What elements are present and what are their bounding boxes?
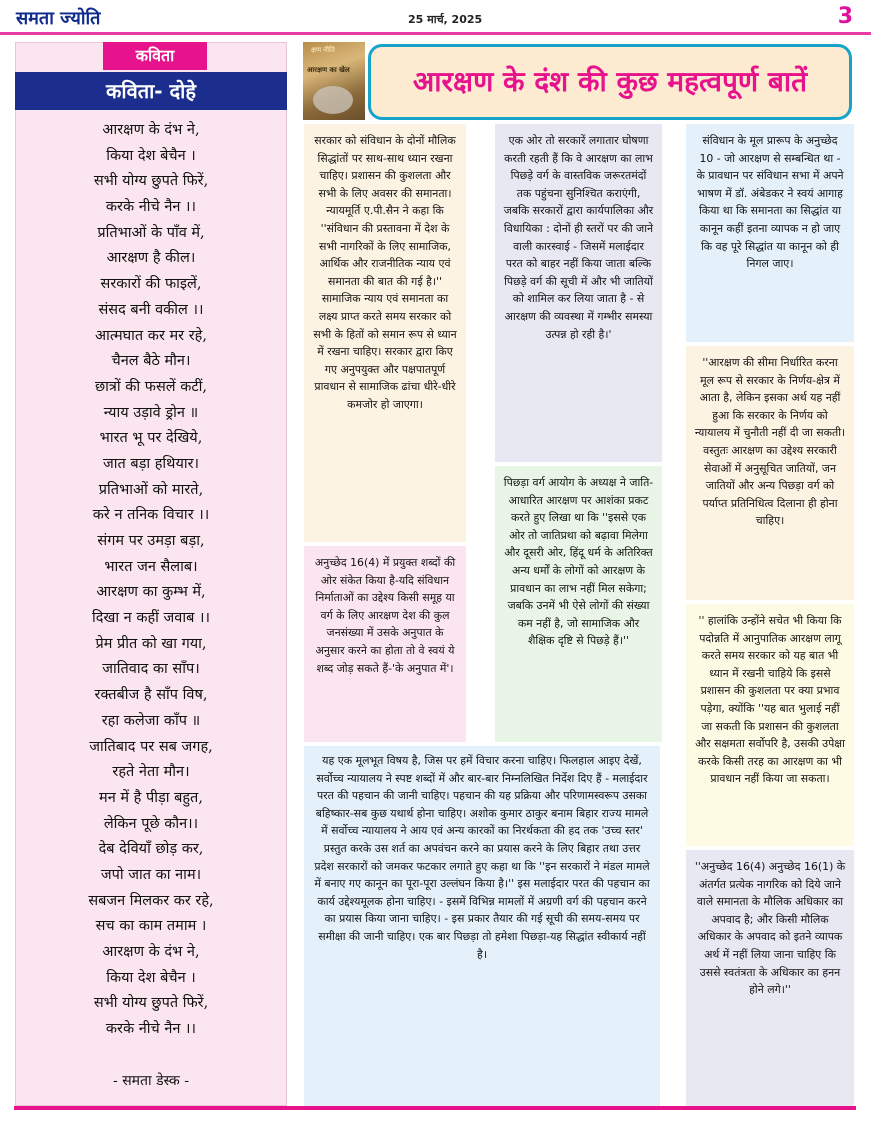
poem-line: भारत भू पर देखिये, bbox=[99, 430, 203, 447]
poem-line: जातिवाद का साँप। bbox=[102, 661, 200, 678]
poem-line: लेकिन पूछे कौन।। bbox=[103, 815, 199, 832]
poem-line: सभी योग्य छुपते फिरें, bbox=[93, 995, 209, 1012]
poem-line: आरक्षण के दंभ ने, bbox=[102, 944, 200, 960]
poem-line: आरक्षण के दंभ ने, bbox=[102, 122, 200, 138]
poem-line: किया देश बेचैन । bbox=[106, 147, 196, 164]
thumbnail-image bbox=[313, 86, 353, 114]
poem-line: सबजन मिलकर कर रहे, bbox=[88, 892, 214, 909]
poem-line: प्रतिभाओं को मारते, bbox=[98, 481, 204, 498]
poem-line: आरक्षण का कुम्भ में, bbox=[96, 584, 206, 601]
text-box-reservation-limit: ''आरक्षण की सीमा निर्धारित करना मूल रूप से सरकार के निर्णय-क्षेत्र में आता है, लेकिन इसका अर्थ यह नहीं हुआ कि सरकार के निर्णय को न्यायालय में चुनौती नहीं दी जा सकती। वस्तुतः आरक्षण का उद्देश्य सरकारी सेवाओं में अनुसूचित जातियों, जन जातियों और अन्य पिछड़ा वर्ग को पर्याप्त प्रतिनिधित्व दिलाना ही होना चाहिए। bbox=[686, 346, 854, 600]
poem-line: करके नीचे नैन ।। bbox=[105, 199, 197, 216]
poem-line: प्रतिभाओं के पाँव में, bbox=[97, 224, 205, 241]
article-thumbnail bbox=[303, 42, 365, 120]
poem-line: छात्रों की फसलें कटीं, bbox=[94, 378, 208, 395]
text-box-government-claims: एक ओर तो सरकारें लगातार घोषणा करती रहती हैं कि वे आरक्षण का लाभ पिछड़े वर्ग के वास्तविक जरूरतमंदों तक पहुंचना सुनिश्चित कराएंगी, जबकि सरकारों द्वारा कार्यपालिका और विधायिका : दोनों ही स्तरों पर की जाने वाली कारस्वाई - जिसमें मलाईदार परत को बाहर नहीं किया जाता बल्कि पिछड़े वर्ग की सूची में और भी जातियों को शामिल कर लिया जाता है - से आरक्षण की व्यवस्था में गम्भीर समस्या उत्पन्न हो रही है।' bbox=[495, 124, 662, 462]
poem-line: मन में है पीड़ा बहुत, bbox=[99, 789, 203, 806]
poem-line: आत्मघात कर मर रहे, bbox=[95, 327, 207, 344]
poem-line: भारत जन सैलाब। bbox=[104, 558, 198, 575]
text-box-backward-class-commission: पिछड़ा वर्ग आयोग के अध्यक्ष ने जाति-आधारित आरक्षण पर आशंका प्रकट करते हुए लिखा था कि ''इससे एक ओर तो जातिप्रथा को बढ़ावा मिलेगा और दूसरी ओर, हिंदू धर्म के अतिरिक्त अन्य धर्मों के लोगों को आरक्षण के प्रावधान का लाभ नहीं मिल सकेगा; जबकि उनमें भी ऐसे लोगों की संख्या कम नहीं है, जो सामाजिक और शैक्षिक दृष्टि से पिछड़े हैं।'' bbox=[495, 466, 662, 742]
article-headline: आरक्षण के दंश की कुछ महत्वपूर्ण बातें bbox=[368, 44, 852, 120]
section-tag: कविता bbox=[103, 42, 207, 70]
poem-line: करे न तनिक विचार ।। bbox=[92, 507, 210, 524]
text-box-creamy-layer: यह एक मूलभूत विषय है, जिस पर हमें विचार करना चाहिए। फिलहाल आइए देखें, सर्वोच्च न्यायालय ने स्पष्ट शब्दों में और बार-बार निम्नलिखित निर्देश दिए हैं - मलाईदार परत की पहचान की जानी चाहिए। पहचान की यह प्रक्रिया और परिणामस्वरूप उसका बहिष्कार-सब कुछ यथार्थ होना चाहिए। अशोक कुमार ठाकुर बनाम बिहार राज्य मामले में सर्वोच्च न्यायालय ने आय एवं अन्य कारकों का निरर्थकता की हद तक 'उच्च स्तर' प्रस्तुत करके उस शर्त का अपवंचन करने का प्रयास करने के लिए बिहार तथा उत्तर प्रदेश सरकारों को जमकर फटकार लगाते हुए कहा था कि ''इन सरकारों ने मंडल मामले में बनाए गए कानून का पूरा-पूरा उल्लंघन किया है।'' इस मलाईदार परत की पहचान का कार्य उद्देश्यमूलक होना चाहिए। - इसमें विभिन्न मामलों में अग्रणी वर्ग की पहचान करने का प्रयास किया जाना चाहिए। - इस प्रकार तैयार की गई सूची की समय-समय पर समीक्षा की जानी चाहिए। एक बार पिछड़ा तो हमेशा पिछड़ा-यह सिद्धांत स्वीकार्य नहीं है। bbox=[304, 746, 660, 1106]
issue-date: 25 मार्च, 2025 bbox=[408, 13, 483, 26]
poem-line: जातिबाद पर सब जगह, bbox=[89, 738, 213, 755]
magazine-name: समता ज्योति bbox=[16, 8, 101, 29]
page-number: 3 bbox=[837, 4, 853, 29]
poem-line: देब देवियाँ छोड़ कर, bbox=[98, 841, 204, 858]
poem-line: संगम पर उमड़ा बड़ा, bbox=[97, 533, 205, 549]
poem-line: चैनल बैठे मौन। bbox=[111, 353, 191, 370]
poem-line: रक्तबीज है साँप विष, bbox=[94, 687, 208, 704]
poem-line: सच का काम तमाम । bbox=[95, 918, 207, 935]
text-box-fundamental-right: ''अनुच्छेद 16(4) अनुच्छेद 16(1) के अंतर्गत प्रत्येक नागरिक को दिये जाने वाले समानता के मौलिक अधिकार का अपवाद है; और किसी मौलिक अधिकार के अपवाद को इतने व्यापक अर्थ में नहीं लिया जाना चाहिए कि उससे स्वतंत्रता के अधिकार का हनन होने लगे।'' bbox=[686, 850, 854, 1106]
poem-line: जात बड़ा हथियार। bbox=[102, 455, 200, 472]
poem-line: दिखा न कहीं जवाब ।। bbox=[92, 610, 210, 627]
poem-line: संसद बनी वकील ।। bbox=[98, 301, 204, 318]
poem-body bbox=[15, 118, 287, 1043]
poem-line: करके नीचे नैन ।। bbox=[105, 1021, 197, 1038]
poem-line: रहा कलेजा काँप ॥ bbox=[101, 712, 201, 729]
poem-title: कविता- दोहे bbox=[15, 72, 287, 110]
poem-line: रहते नेता मौन। bbox=[112, 764, 190, 781]
thumbnail-caption-mid: आरक्षण का खेल bbox=[307, 66, 350, 74]
poem-line: किया देश बेचैन । bbox=[106, 969, 196, 986]
poem-line: आरक्षण है कील। bbox=[106, 250, 196, 267]
poem-line: प्रेम प्रीत को खा गया, bbox=[95, 635, 207, 652]
poem-signature: - समता डेस्क - bbox=[113, 1073, 189, 1089]
text-box-principles: सरकार को संविधान के दोनों मौलिक सिद्धांतों पर साथ-साथ ध्यान रखना चाहिए। प्रशासन की कुशलता और सभी के लिए अवसर की समानता। न्यायमूर्ति ए.पी.सैन ने कहा कि ''संविधान की प्रस्तावना में देश के सभी नागरिकों के लिए सामाजिक, आर्थिक और राजनीतिक न्याय एवं समानता की बात की गई है।'' सामाजिक न्याय एवं समानता का लक्ष्य प्राप्त करते समय सरकार को सभी के हितों को समान रूप से ध्यान में रखना चाहिए। सरकार द्वारा किए गए अनुपयुक्त और पक्षपातपूर्ण प्रावधान से सामाजिक ढांचा धीरे-धीरे कमजोर हो जाएगा। bbox=[304, 124, 466, 542]
header-divider bbox=[0, 32, 871, 35]
thumbnail-caption-top: क्षण नीति bbox=[311, 46, 335, 54]
text-box-promotion: '' हालांकि उन्होंने सचेत भी किया कि पदोन्नति में आनुपातिक आरक्षण लागू करते समय सरकार को यह बात भी ध्यान में रखनी चाहिये कि इससे प्रशासन की कुशलता पर क्या प्रभाव पड़ेगा, क्योंकि ''यह बात भुलाई नहीं जा सकती कि प्रशासन की कुशलता और सक्षमता सर्वोपरि है, उसकी उपेक्षा करके किसी तरह का आरक्षण का भी प्रावधान नहीं किया जा सकता। bbox=[686, 604, 854, 846]
poem-line: सरकारों की फाइलें, bbox=[100, 276, 202, 293]
text-box-article-16-4: अनुच्छेद 16(4) में प्रयुक्त शब्दों की ओर संकेत किया है-यदि संविधान निर्माताओं का उद्देश्य किसी समूह या वर्ग के लिए आरक्षण देश की कुल जनसंख्या में उसके अनुपात के अनुसार करने का होता तो वे स्वयं ये शब्द जोड़ सकते हैं-'के अनुपात में'। bbox=[304, 546, 466, 742]
poem-line: सभी योग्य छुपते फिरें, bbox=[93, 173, 209, 190]
text-box-ambedkar: संविधान के मूल प्रारूप के अनुच्छेद 10 - जो आरक्षण से सम्बन्धित था - के प्रावधान पर संविधान सभा में अपने भाषण में डॉ. अंबेडकर ने स्वयं आगाह किया था कि समानता का सिद्धांत या कानून कहीं इतना व्यापक न हो जाए कि वह पूरे सिद्धांत या कानून को ही निगल जाए। bbox=[686, 124, 854, 342]
poem-line: जपो जात का नाम। bbox=[100, 866, 202, 883]
footer-divider bbox=[14, 1106, 856, 1110]
poem-line: न्याय उड़ावे ड्रोन ॥ bbox=[103, 404, 199, 421]
